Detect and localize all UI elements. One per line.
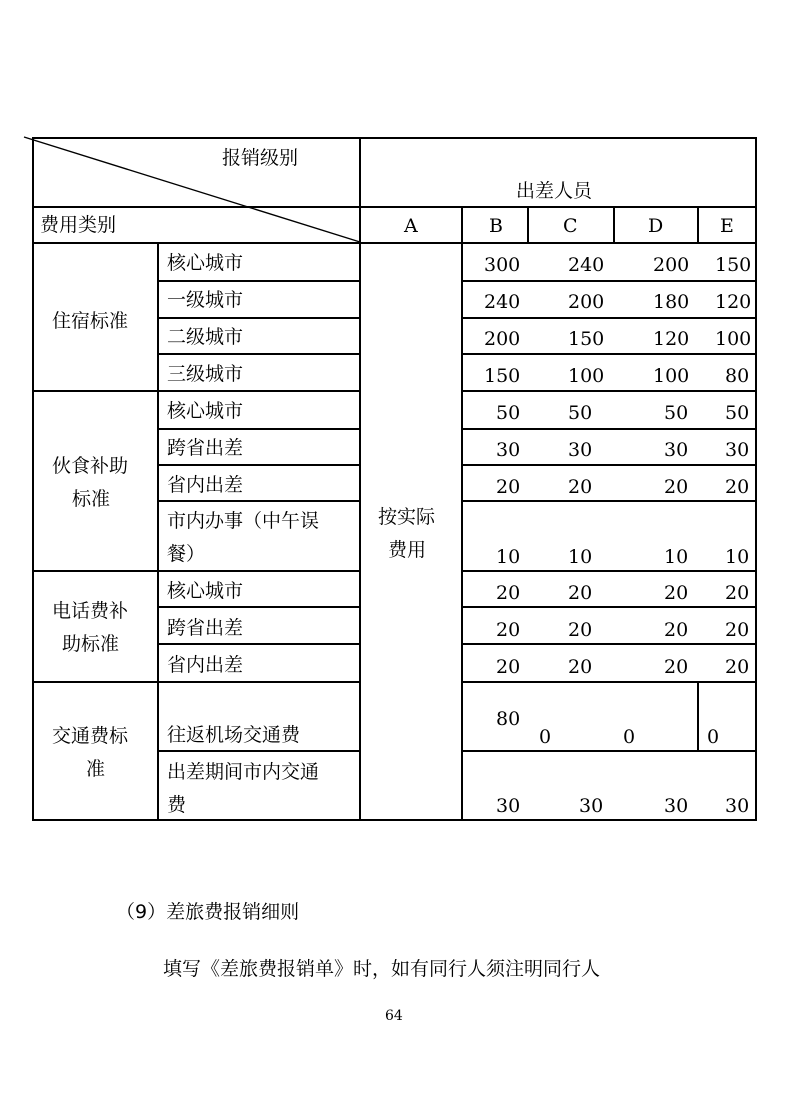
cell-b: 20	[496, 619, 521, 641]
cell-e: 20	[725, 582, 750, 604]
cell-c: 50	[568, 402, 593, 424]
cell-e: 30	[725, 439, 750, 461]
cell-d: 20	[664, 656, 689, 678]
cell-c: 200	[568, 291, 605, 313]
cell-d: 50	[664, 402, 689, 424]
cell-d: 30	[664, 439, 689, 461]
cell-c: 20	[568, 619, 593, 641]
cell-d: 10	[664, 546, 689, 568]
group-label-transport: 交通费标	[52, 725, 129, 747]
cell-b: 200	[484, 328, 521, 350]
sub-row-label: 往返机场交通费	[167, 724, 301, 746]
cell-b: 300	[484, 254, 521, 276]
sub-row-label: 省内出差	[167, 654, 244, 676]
cell-e: 80	[725, 365, 750, 387]
sub-row-label: 跨省出差	[167, 617, 244, 639]
group-label-accommodation: 住宿标准	[52, 310, 129, 332]
sub-row-label: 核心城市	[167, 252, 244, 274]
group-label-transport-2: 准	[86, 758, 106, 780]
sub-row-label: 一级城市	[167, 289, 244, 311]
cell-c: 0	[539, 726, 552, 748]
group-label-meal-2: 标准	[72, 488, 111, 510]
sub-row-label: 核心城市	[167, 580, 244, 602]
group-label-phone-2: 助标准	[62, 633, 120, 655]
header-people-label: 出差人员	[516, 180, 593, 202]
column-header-e: E	[720, 215, 734, 237]
cell-d: 0	[623, 726, 636, 748]
cell-c: 100	[568, 365, 605, 387]
cell-d: 20	[664, 619, 689, 641]
cell-b: 30	[496, 439, 521, 461]
cell-c: 20	[568, 476, 593, 498]
cell-c: 20	[568, 582, 593, 604]
cell-e: 20	[725, 476, 750, 498]
section-heading: （9）差旅费报销细则	[116, 901, 300, 923]
cell-c: 10	[568, 546, 593, 568]
sub-row-label: 市内办事（中午误	[167, 510, 320, 532]
cell-b: 10	[496, 546, 521, 568]
cell-b: 240	[484, 291, 521, 313]
cell-e: 0	[707, 726, 720, 748]
cell-b: 150	[484, 365, 521, 387]
sub-row-label-2: 餐）	[167, 543, 206, 565]
cell-c: 30	[568, 439, 593, 461]
sub-row-label: 核心城市	[167, 400, 244, 422]
column-header-a: A	[404, 215, 418, 237]
sub-row-label: 省内出差	[167, 474, 244, 496]
sub-row-label: 三级城市	[167, 363, 244, 385]
sub-row-label-2: 费	[167, 794, 187, 816]
page-number: 64	[385, 1008, 403, 1024]
cell-b: 20	[496, 476, 521, 498]
cell-c: 150	[568, 328, 605, 350]
cell-c: 30	[579, 795, 604, 817]
sub-row-label: 二级城市	[167, 326, 244, 348]
cell-d: 120	[653, 328, 690, 350]
cell-e: 150	[715, 254, 752, 276]
cell-d: 30	[664, 795, 689, 817]
cell-b: 20	[496, 656, 521, 678]
group-label-meal: 伙食补助	[52, 455, 129, 477]
column-header-b: B	[489, 215, 503, 237]
cell-e: 50	[725, 402, 750, 424]
cell-d: 20	[664, 476, 689, 498]
cell-d: 180	[653, 291, 690, 313]
cell-b: 20	[496, 582, 521, 604]
cell-b: 30	[496, 795, 521, 817]
cell-e: 30	[725, 795, 750, 817]
column-header-d: D	[648, 215, 664, 237]
cell-e: 20	[725, 656, 750, 678]
cell-b: 80	[496, 708, 521, 730]
column-a-merged-text-2: 费用	[388, 539, 427, 561]
body-paragraph: 填写《差旅费报销单》时，如有同行人须注明同行人	[163, 958, 601, 980]
cell-d: 100	[653, 365, 690, 387]
group-label-phone: 电话费补	[52, 600, 129, 622]
cell-e: 20	[725, 619, 750, 641]
column-a-merged-text: 按实际	[378, 506, 436, 528]
header-category-label: 费用类别	[40, 214, 117, 236]
cell-b: 50	[496, 402, 521, 424]
cell-c: 240	[568, 254, 605, 276]
header-level-label: 报销级别	[222, 147, 299, 169]
cell-d: 200	[653, 254, 690, 276]
cell-c: 20	[568, 656, 593, 678]
cell-e: 120	[715, 291, 752, 313]
sub-row-label: 跨省出差	[167, 437, 244, 459]
column-header-c: C	[563, 215, 578, 237]
cell-e: 10	[725, 546, 750, 568]
sub-row-label: 出差期间市内交通	[167, 761, 320, 783]
cell-d: 20	[664, 582, 689, 604]
cell-e: 100	[715, 328, 752, 350]
